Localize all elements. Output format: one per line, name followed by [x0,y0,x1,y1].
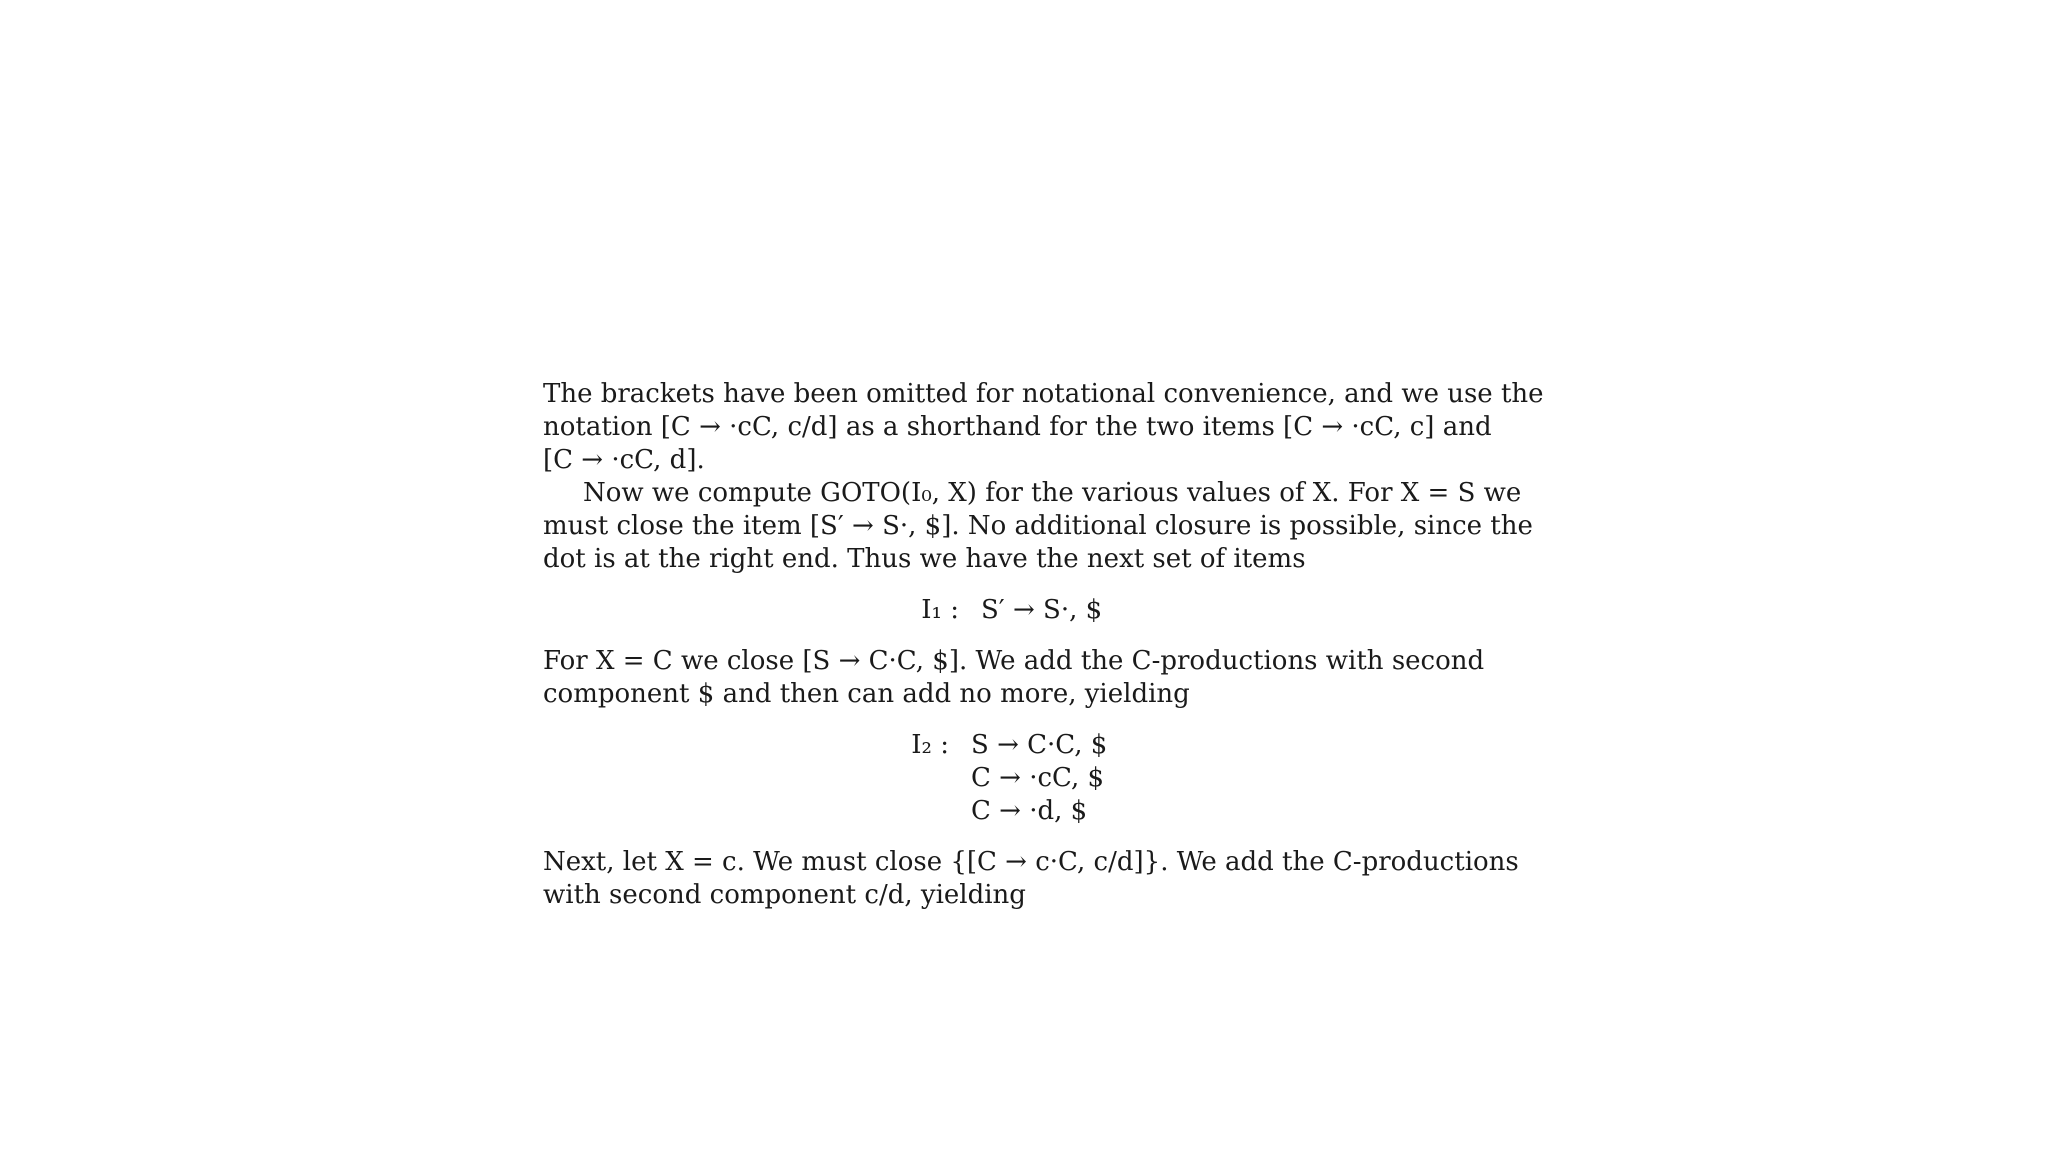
item-set-entry: C → ·d, $ [971,796,1088,826]
text-line: must close the item [S′ → S·, $]. No additional closure is possible, since the [543,511,1533,541]
text-line: dot is at the right end. Thus we have the next set of items [543,544,1306,574]
item-set-i2 [543,729,1465,828]
text-line: For X = C we close [S → C·C, $]. We add the C-productions with second [543,646,1485,676]
item-set-entry: C → ·cC, $ [971,763,1105,793]
item-set-entry: S′ → S·, $ [981,595,1103,625]
spacer [899,762,949,795]
paragraph-x-equals-lower-c [543,846,1519,912]
text-line: with second component c/d, yielding [543,880,1026,910]
item-set-label: I₂ : [911,730,949,760]
text-line: notation [C → ·cC, c/d] as a shorthand for the two items [C → ·cC, c] and [543,412,1492,442]
text-line: Now we compute GOTO(I₀, X) for the various values of X. For X = S we [583,478,1522,508]
paragraph-notation [543,378,1544,477]
document-page [543,378,1544,912]
paragraph-x-equals-c [543,645,1485,711]
paragraph-goto [543,477,1533,576]
spacer [899,795,949,828]
text-line: Next, let X = c. We must close {[C → c·C, c/d]}. We add the C-productions [543,847,1519,877]
item-set-label: I₁ : [921,595,959,625]
item-set-i1 [543,594,1465,627]
item-set-entry: S → C·C, $ [971,730,1108,760]
text-line: The brackets have been omitted for notational convenience, and we use the [543,379,1544,409]
text-line: [C → ·cC, d]. [543,445,705,475]
text-line: component $ and then can add no more, yielding [543,679,1190,709]
